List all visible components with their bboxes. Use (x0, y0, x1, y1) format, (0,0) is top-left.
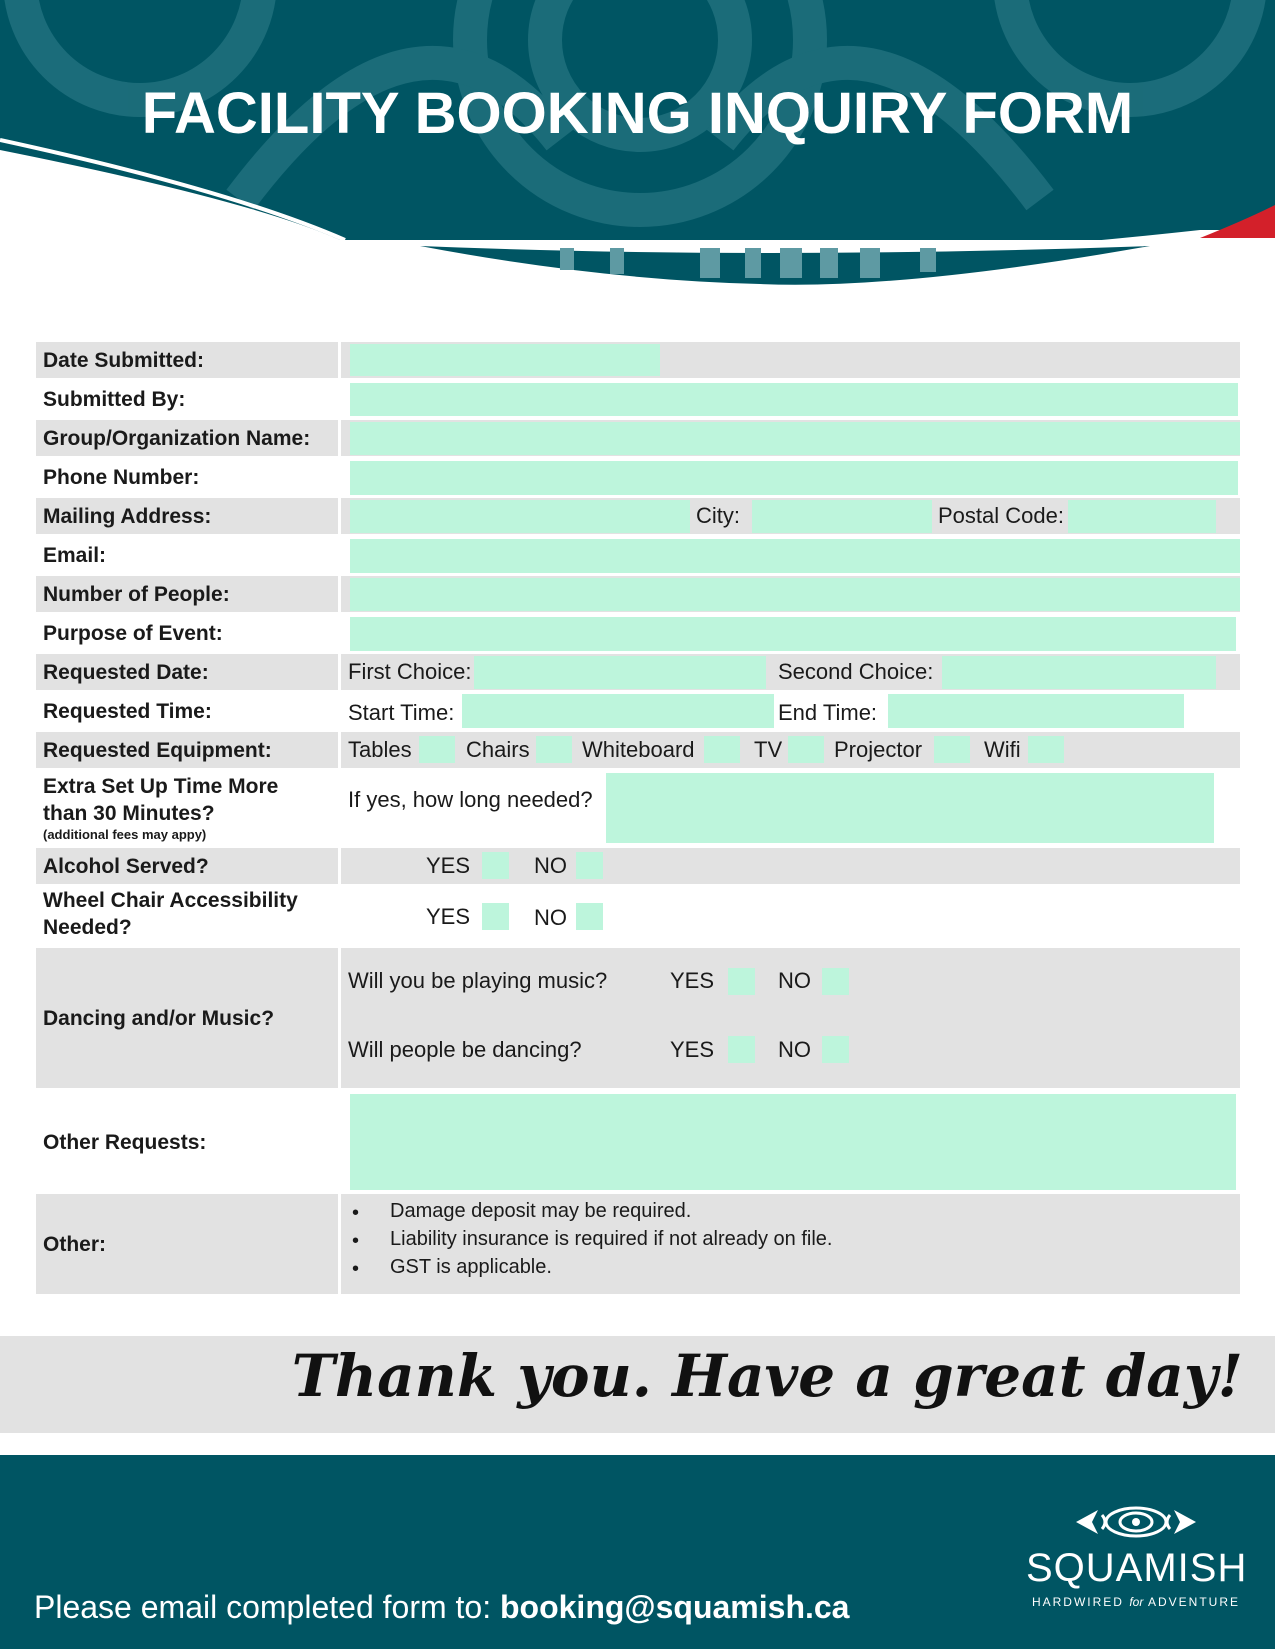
booking-form (36, 342, 1240, 1294)
dancing-yes-checkbox[interactable] (728, 1036, 755, 1063)
first-choice-field[interactable] (474, 656, 766, 689)
squamish-logo (1026, 1505, 1246, 1609)
email-instruction: Please email completed form to: booking@squamish.ca (34, 1589, 850, 1625)
dancing-no-checkbox[interactable] (822, 1036, 849, 1063)
alcohol-label: Alcohol Served? (36, 848, 341, 884)
row-phone (36, 459, 1240, 495)
logo-tagline: HARDWIRED for ADVENTURE (1031, 1595, 1241, 1609)
wheelchair-no-checkbox[interactable] (576, 903, 603, 930)
date-submitted-label: Date Submitted: (36, 342, 341, 378)
playing-music-label: Will you be playing music? (348, 968, 608, 993)
music-no-label: NO (778, 968, 811, 993)
city-label: City: (696, 503, 740, 528)
thank-you-bar (0, 1336, 1275, 1433)
second-choice-field[interactable] (942, 656, 1216, 689)
logo-wordmark: SQUAMISH (1026, 1546, 1248, 1590)
how-long-field[interactable] (606, 773, 1214, 843)
equipment-whiteboard-checkbox[interactable] (704, 736, 740, 763)
row-requested-date (36, 654, 1240, 690)
requested-date-label: Requested Date: (36, 654, 341, 690)
date-submitted-field[interactable] (350, 344, 660, 376)
thank-you-message: Thank you. Have a great day! (291, 1342, 1243, 1410)
equipment-wifi-checkbox[interactable] (1028, 736, 1064, 763)
end-time-label: End Time: (778, 700, 878, 725)
wheelchair-yes-checkbox[interactable] (482, 903, 509, 930)
bullet-dot: • (352, 1202, 360, 1224)
email-field[interactable] (350, 539, 1240, 573)
purpose-field[interactable] (350, 617, 1236, 651)
booking-email-link[interactable]: booking@squamish.ca (499, 1589, 850, 1625)
alcohol-no-checkbox[interactable] (576, 852, 603, 879)
second-choice-label: Second Choice: (778, 659, 934, 684)
equipment-tv-checkbox[interactable] (788, 736, 824, 763)
other-requests-label: Other Requests: (43, 1130, 207, 1154)
how-long-label: If yes, how long needed? (348, 787, 593, 812)
phone-field[interactable] (350, 461, 1238, 495)
group-org-field[interactable] (350, 422, 1240, 455)
city-field[interactable] (752, 500, 932, 533)
num-people-field[interactable] (350, 578, 1240, 611)
group-org-label: Group/Organization Name: (36, 420, 341, 456)
equipment-tables-label: Tables (348, 737, 412, 762)
other-label: Other: (36, 1194, 341, 1294)
bullet-dot: • (352, 1230, 360, 1252)
postal-code-label: Postal Code: (938, 503, 1064, 528)
footer (0, 1455, 1275, 1649)
equipment-projector-checkbox[interactable] (934, 736, 970, 763)
squamish-logo-icon (1076, 1505, 1196, 1539)
row-mailing-address (36, 498, 1240, 534)
row-date-submitted (36, 342, 1240, 378)
dancing-music-label: Dancing and/or Music? (36, 948, 341, 1088)
wheelchair-no-label: NO (534, 905, 567, 930)
equipment-chairs-label: Chairs (466, 737, 530, 762)
equipment-chairs-checkbox[interactable] (536, 736, 572, 763)
row-alcohol (36, 848, 1240, 884)
row-num-people (36, 576, 1240, 612)
wheelchair-yes-label: YES (426, 904, 471, 929)
header-banner (0, 0, 1275, 290)
alcohol-yes-checkbox[interactable] (482, 852, 509, 879)
row-group-org (36, 420, 1240, 456)
dancing-yes-label: YES (670, 1037, 715, 1062)
page-title: FACILITY BOOKING INQUIRY FORM (141, 81, 1134, 146)
start-time-field[interactable] (462, 694, 774, 728)
music-yes-checkbox[interactable] (728, 968, 755, 995)
dancing-no-label: NO (778, 1037, 811, 1062)
equipment-projector-label: Projector (834, 737, 923, 762)
phone-label: Phone Number: (43, 465, 200, 489)
equipment-whiteboard-label: Whiteboard (582, 737, 695, 762)
alcohol-no-label: NO (534, 853, 567, 878)
submitted-by-field[interactable] (350, 383, 1238, 416)
equipment-wifi-label: Wifi (984, 737, 1021, 762)
address-field[interactable] (350, 500, 690, 533)
row-wheelchair (36, 887, 1240, 941)
other-item-deposit: Damage deposit may be required. (390, 1200, 692, 1222)
postal-code-field[interactable] (1068, 500, 1216, 533)
row-requested-equipment (36, 732, 1240, 768)
alcohol-yes-label: YES (426, 853, 471, 878)
other-item-insurance: Liability insurance is required if not already on file. (390, 1228, 833, 1250)
row-purpose (36, 615, 1240, 651)
purpose-label: Purpose of Event: (43, 621, 223, 645)
row-email (36, 537, 1240, 573)
other-item-gst: GST is applicable. (390, 1256, 552, 1278)
num-people-label: Number of People: (36, 576, 341, 612)
equipment-tables-checkbox[interactable] (419, 736, 455, 763)
people-dancing-label: Will people be dancing? (348, 1037, 582, 1062)
extra-setup-label: Extra Set Up Time More than 30 Minutes? (additional fees may appy) (43, 775, 279, 842)
equipment-tv-label: TV (754, 737, 783, 762)
end-time-field[interactable] (888, 694, 1184, 728)
other-requests-field[interactable] (350, 1094, 1236, 1190)
row-submitted-by (36, 381, 1240, 417)
row-other (36, 1194, 1240, 1294)
first-choice-label: First Choice: (348, 659, 472, 684)
row-other-requests (36, 1094, 1240, 1190)
bullet-dot: • (352, 1258, 360, 1280)
start-time-label: Start Time: (348, 700, 455, 725)
requested-time-label: Requested Time: (43, 699, 212, 723)
row-extra-setup (36, 771, 1240, 845)
requested-equipment-label: Requested Equipment: (36, 732, 341, 768)
mailing-address-label: Mailing Address: (36, 498, 341, 534)
music-yes-label: YES (670, 968, 715, 993)
extra-setup-note: (additional fees may appy) (43, 827, 207, 842)
row-requested-time (36, 693, 1240, 729)
wheelchair-label: Wheel Chair Accessibility Needed? (43, 889, 298, 939)
email-label: Email: (43, 543, 107, 567)
row-dancing-music (36, 948, 1240, 1088)
music-no-checkbox[interactable] (822, 968, 849, 995)
submitted-by-label: Submitted By: (43, 387, 186, 411)
